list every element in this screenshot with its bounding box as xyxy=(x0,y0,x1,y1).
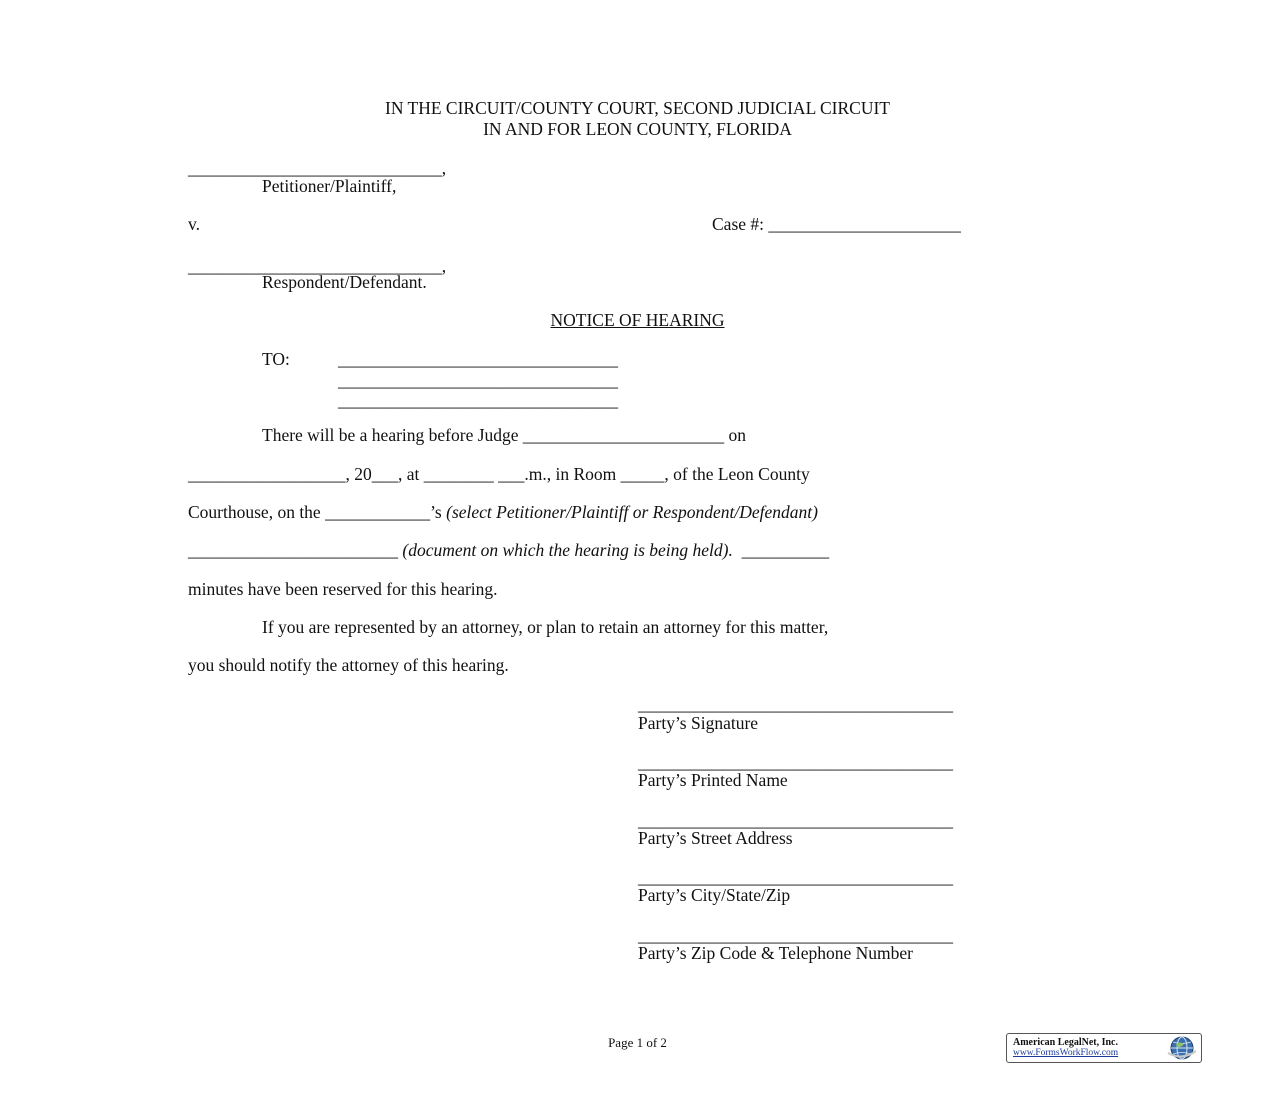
city-state-zip-blank[interactable]: ____________________________________ xyxy=(638,867,953,887)
attorney-line-1: If you are represented by an attorney, or plan to retain an attorney for this matter, xyxy=(262,617,829,637)
to-line-1[interactable]: ________________________________ xyxy=(338,349,618,369)
street-address-label: Party’s Street Address xyxy=(638,828,793,848)
city-state-zip-label: Party’s City/State/Zip xyxy=(638,885,791,905)
document-blank[interactable]: ________________________ xyxy=(188,540,403,560)
publisher-url[interactable]: www.FormsWorkFlow.com xyxy=(1013,1048,1119,1058)
signature-label: Party’s Signature xyxy=(638,713,759,733)
court-header-line-1: IN THE CIRCUIT/COUNTY COURT, SECOND JUDICIAL CIRCUIT xyxy=(385,98,890,118)
body-line-3-instruction: (select Petitioner/Plaintiff or Respondent/Defendant) xyxy=(446,502,818,522)
printed-name-blank[interactable]: ____________________________________ xyxy=(638,752,953,772)
versus-label: v. xyxy=(188,214,200,234)
globe-icon xyxy=(1166,1035,1198,1061)
printed-name-label: Party’s Printed Name xyxy=(638,770,788,790)
body-line-3 xyxy=(188,502,818,523)
attorney-line-2: you should notify the attorney of this hearing. xyxy=(188,655,509,675)
phone-label: Party’s Zip Code & Telephone Number xyxy=(638,943,914,963)
body-line-4-instruction: (document on which the hearing is being held). xyxy=(402,540,733,560)
petitioner-name-blank[interactable]: _____________________________, xyxy=(188,158,447,178)
to-line-3[interactable]: ________________________________ xyxy=(338,390,618,410)
to-line-2[interactable]: ________________________________ xyxy=(338,370,618,390)
minutes-blank[interactable]: __________ xyxy=(732,540,830,560)
page-number: Page 1 of 2 xyxy=(608,1035,667,1050)
case-number-field[interactable]: Case #: ______________________ xyxy=(712,214,961,234)
street-address-blank[interactable]: ____________________________________ xyxy=(638,810,953,830)
respondent-label: Respondent/Defendant. xyxy=(262,272,427,292)
body-line-5: minutes have been reserved for this hearing. xyxy=(188,579,498,599)
court-header-line-2: IN AND FOR LEON COUNTY, FLORIDA xyxy=(483,119,792,139)
body-line-1: There will be a hearing before Judge _______________________ on xyxy=(262,425,747,445)
body-line-3-text: Courthouse, on the ____________’s xyxy=(188,502,447,522)
signature-blank[interactable]: ____________________________________ xyxy=(638,694,953,714)
to-label: TO: xyxy=(262,349,290,369)
body-line-4 xyxy=(188,540,829,561)
phone-blank[interactable]: ____________________________________ xyxy=(638,925,953,945)
publisher-name: American LegalNet, Inc. xyxy=(1013,1037,1118,1048)
document-title: NOTICE OF HEARING xyxy=(550,310,725,330)
body-line-2: __________________, 20___, at ________ ___.m., in Room _____, of the Leon County xyxy=(188,464,810,484)
publisher-logo[interactable] xyxy=(1006,1033,1202,1063)
respondent-name-blank[interactable]: _____________________________, xyxy=(188,256,447,276)
petitioner-label: Petitioner/Plaintiff, xyxy=(262,176,397,196)
